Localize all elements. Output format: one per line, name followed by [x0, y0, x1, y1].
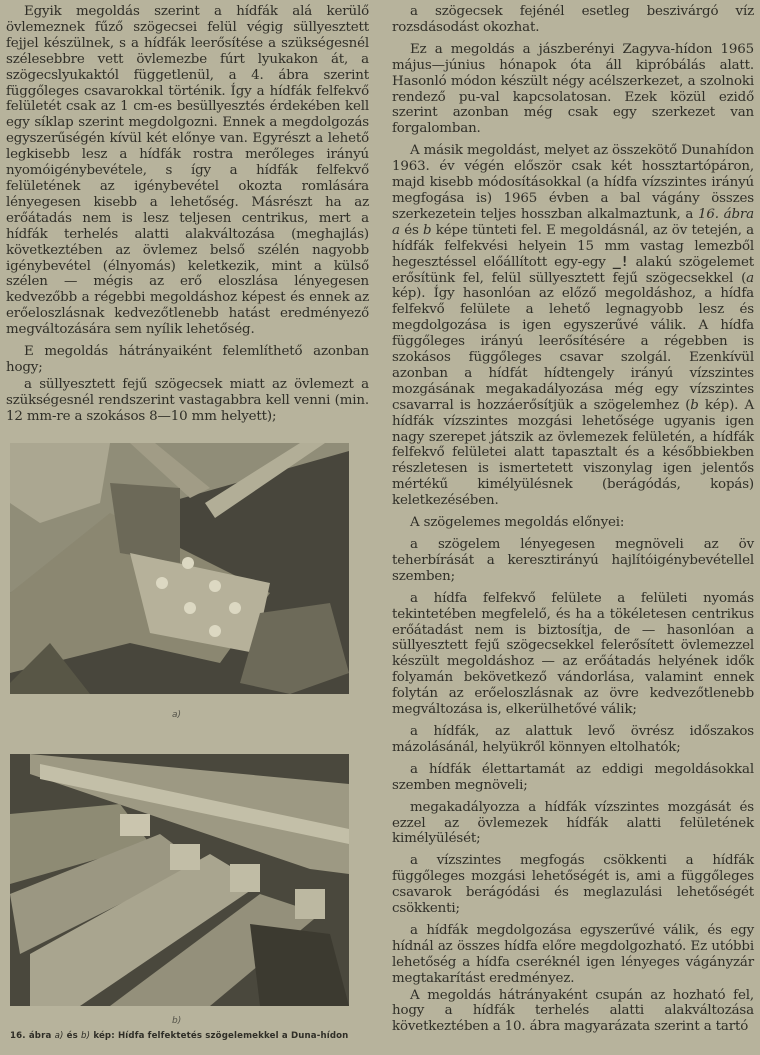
text-run: alakú szögelemet erősítünk fel, felül süllyesztett fejű szögecsekkel ( [392, 254, 755, 286]
left-column [6, 4, 369, 431]
angle-profile-icon: _! [612, 254, 629, 270]
photo-a-label: a) [172, 710, 182, 720]
text-run: kép). Így hasonlóan az előző megoldáshoz, a hídfa felfekvő felülete a lehető legnagyobb lesz és megdolgozása is igen egyszerűvé válik. A hídfa függőleges irányú leerősítésére a régebben is szokásos függőleges csavar szolgál. Ezenkívül azonban a hídfát hídtengely irányú vízszintes mozgásának megakadályozása még egy vízszintes csavarral is hozzáerősítjük a szögelemhez ( [392, 286, 754, 413]
advantage-prefabrication: a hídfák megdolgozása egyszerűvé válik, és egy hídnál az összes hídfa előre megdolgozható. Ez utóbbi lehetőség a hídfa cseréknél igen lényeges vágányzár megtakarítást eredményez. [392, 922, 754, 986]
figure-photo-a [10, 443, 349, 694]
advantage-lifespan: a hídfák élettartamát az eddigi megoldásokkal szemben megnöveli; [392, 761, 754, 793]
text-run: képe tünteti fel. E megoldásnál, az öv tetején, a hídfák felfekvési helyein 15 mm vastag lemezből hegesztéssel előállított egy-egy [392, 222, 754, 270]
text-run: kép). A hídfák vízszintes mozgási lehetősége ugyanis igen nagy szerepet játszik az övlemezek felületén, a hídfák felfekvő felületei alatt tapasztalt és a későbbiekben részletesen is ismertetett viszonylag igen jelentős mértékű kimélyülésnek (berágódás, kopás) keletkezésében. [392, 397, 754, 509]
caption-b-ref: b) [81, 1031, 91, 1041]
paragraph-advantages-heading: A szögelemes megoldás előnyei: [410, 515, 625, 531]
photo-a-illustration [10, 443, 349, 694]
figure-reference-b: b [423, 222, 432, 238]
caption-and: és [66, 1031, 78, 1041]
advantage-load-capacity: a szögelem lényegesen megnöveli az öv teherbírását a keresztirányú hajlítóigénybevétellel szemben; [392, 537, 754, 584]
advantage-bearing-surface: a hídfa felfekvő felülete a felületi nyomás tekintetében megfelelő, és ha a tökéletesen centrikus erőátadást nem is biztosítja, de — hasonlóan a süllyesztett fejű szögecsekkel felerősített övlemezzel készült megoldáshoz — az erőátadás helyének idők folyamán bekövetkező vándorlása, valamint ennek folytán az erőeloszlásnak az övre kedvezőtlenebb megváltozása is, elkerülhetővé válik; [392, 590, 754, 718]
paragraph-rust: a szögecsek fejénél esetleg beszivárgó víz rozsdásodást okozhat. [392, 4, 754, 35]
photo-reference-b: b [690, 397, 699, 413]
text-run: A másik megoldást, melyet az összekötő Dunahídon 1963. év végén először csak két hossztartópáron, majd kisebb módosításokkal (a hídfa vízszintes irányú megfogása is) 1965 évben a bal vágány összes szerkezetein teljes hosszban alkalmaztunk, a [392, 143, 754, 222]
paragraph-disadvantages-intro: E megoldás hátrányaiként felemlíthető azonban hogy; [6, 344, 369, 375]
advantage-painting: a hídfák, az alattuk levő övrész időszakos mázolásánál, helyükről könnyen eltolhatók; [392, 723, 754, 755]
text-run: és [404, 222, 419, 238]
caption-text: kép: Hídfa felfektetés szögelemekkel a Duna-hídon [93, 1031, 349, 1041]
figure-photo-b [10, 754, 349, 1006]
photo-b-label: b) [172, 1016, 182, 1026]
caption-a-ref: a) [54, 1031, 64, 1041]
right-column [392, 4, 754, 1041]
paragraph-first-solution: Egyik megoldás szerint a hídfák alá kerülő övlemeznek fűző szögecsei felül végig süllyesztett fejjel készülnek, s a hídfák leerősítése a szükségesnél szélesebbre vett övlemezbe fúrt lyukakon át, a szögecslyukaktól függetlenül, a 4. ábra szerint függőleges csavarokkal történik. Így a hídfák felfekvő felületét csak az 1 cm-es besüllyesztés érdekében kell egy síklap szerint megdolgozni. Ennek a megdolgozás egyszerűségén kívül két előnye van. Egyrészt a lehető legkisebb lesz a hídfák rostra merőleges irányú nyomóigénybevétele, s így a hídfák felfekvő felületének az igénybevétel okozta romlására lényegesen kisebb a lehetőség. Másrészt ha az erőátadás nem is lesz teljesen centrikus, mert a hídfák terhelés alatti alakváltozása (meghajlás) következtében az övlemez belső szélén nagyobb igénybevétel (élnyomás) keletkezik, mint a külső szélen — mégis az erő eloszlása lényegesen kedvezőbb a régebbi megoldáshoz képest és ennek az erőeloszlásnak kedvezőtlenebb hatást eredményező megváltozására sem nyílik lehetőség. [6, 4, 369, 338]
figure-caption [10, 1031, 360, 1041]
caption-number: 16. ábra [10, 1031, 52, 1041]
paragraph-disadvantage-thickness: a süllyesztett fejű szögecsek miatt az övlemezt a szükségesnél rendszerint vastagabbra kell venni (min. 12 mm-re a szokásos 8—10 mm helyett); [6, 376, 369, 424]
advantage-horizontal-movement: megakadályozza a hídfák vízszintes mozgását és ezzel az övlemezek hídfák alatti felületének kimélyülését; [392, 799, 754, 847]
advantage-vertical-movement: a vízszintes megfogás csökkenti a hídfák függőleges mozgási lehetőségét is, ami a függőleges csavarok berágódási és meglazulási lehetőségét csökkenti; [392, 853, 754, 917]
paragraph-zagyva-bridge: Ez a megoldás a jászberényi Zagyva-hídon 1965 május—június hónapok óta áll kipróbálás alatt. Hasonló módon készült négy acélszerkezet, a szolnoki rendező pu-val kapcsolatosan. Ezek közül ezidő szerint azonban még csak egy szerkezet van forgalomban. [392, 41, 754, 137]
photo-reference-a: a [746, 270, 754, 286]
figure-reference: 16. ábra a [392, 206, 754, 238]
paragraph-disadvantage: A megoldás hátrányaként csupán az hozható fel, hogy a hídfák terhelés alatti alakváltozása következtében a 10. ábra magyarázata szerint a tartó [392, 987, 754, 1035]
photo-b-illustration [10, 754, 349, 1006]
paragraph-second-solution [392, 143, 754, 509]
